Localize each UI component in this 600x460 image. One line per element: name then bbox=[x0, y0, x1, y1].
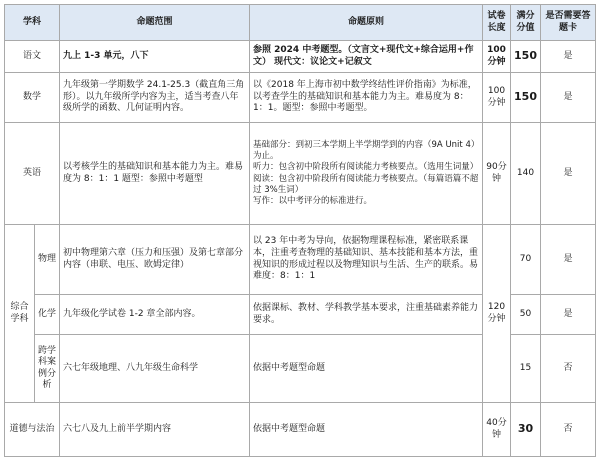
table-row-physics bbox=[5, 225, 596, 295]
table-row-chinese bbox=[5, 41, 596, 73]
subject-math: 数学 bbox=[5, 73, 60, 123]
scope-chinese: 九上 1-3 单元，八下 bbox=[60, 41, 250, 73]
header-answer-card: 是否需要答题卡 bbox=[541, 5, 596, 41]
card-chinese: 是 bbox=[541, 41, 596, 73]
scope-math: 九年级第一学期数学 24.1-25.3（截直角三角形）。以九年级所学内容为主，适当考查八年级所学的函数、几何证明内容。 bbox=[60, 73, 250, 123]
duration-morality: 40分钟 bbox=[483, 403, 511, 457]
principle-chemistry: 依据课标、教材、学科教学基本要求，注重基础素养能力要求。 bbox=[250, 295, 483, 335]
subject-morality: 道德与法治 bbox=[5, 403, 60, 457]
score-cross: 15 bbox=[511, 335, 541, 403]
duration-science: 120分钟 bbox=[483, 225, 511, 403]
table-row-morality bbox=[5, 403, 596, 457]
scope-cross: 六七年级地理、八九年级生命科学 bbox=[60, 335, 250, 403]
table-row-english bbox=[5, 123, 596, 225]
subject-physics: 物理 bbox=[35, 225, 60, 295]
principle-english-line: 听力：包含初中阶段所有阅读能力考核要点。（选用生词量） bbox=[253, 162, 479, 173]
table-row-math bbox=[5, 73, 596, 123]
score-physics: 70 bbox=[511, 225, 541, 295]
principle-math: 以《2018 年上海市初中数学终结性评价指南》为标准，以考查学生的基础知识和基本能力为主。难易度为 8：1：1。题型：参照中考题型。 bbox=[250, 73, 483, 123]
card-physics: 是 bbox=[541, 225, 596, 295]
subject-chemistry: 化学 bbox=[35, 295, 60, 335]
scope-morality: 六七八及九上前半学期内容 bbox=[60, 403, 250, 457]
principle-english-line: 写作：以中考评分的标准进行。 bbox=[253, 195, 373, 206]
header-full-score: 满分分值 bbox=[511, 5, 541, 41]
header-scope: 命题范围 bbox=[60, 5, 250, 41]
score-english: 140 bbox=[511, 123, 541, 225]
score-chinese: 150 bbox=[511, 41, 541, 73]
duration-english: 90分钟 bbox=[483, 123, 511, 225]
subject-cross: 跨学科案例分析 bbox=[35, 335, 60, 403]
card-cross: 否 bbox=[541, 335, 596, 403]
principle-english-line: 基础部分：到初三本学期上半学期学到的内容（9A Unit 4）为止。 bbox=[253, 139, 476, 162]
exam-schedule-table bbox=[4, 4, 596, 457]
header-row bbox=[5, 5, 596, 41]
principle-english bbox=[250, 123, 483, 225]
header-principle: 命题原则 bbox=[250, 5, 483, 41]
score-morality: 30 bbox=[511, 403, 541, 457]
duration-chinese: 100分钟 bbox=[483, 41, 511, 73]
card-chemistry: 是 bbox=[541, 295, 596, 335]
header-duration: 试卷长度 bbox=[483, 5, 511, 41]
principle-chinese: 参照 2024 中考题型。（文言文+现代文+综合运用+作文） 现代文：议论文+记叙文 bbox=[250, 41, 483, 73]
score-chemistry: 50 bbox=[511, 295, 541, 335]
score-math: 150 bbox=[511, 73, 541, 123]
card-math: 是 bbox=[541, 73, 596, 123]
principle-cross: 依据中考题型命题 bbox=[250, 335, 483, 403]
scope-physics: 初中物理第六章（压力和压强）及第七章部分内容（串联、电压、欧姆定律） bbox=[60, 225, 250, 295]
subject-english: 英语 bbox=[5, 123, 60, 225]
principle-physics: 以 23 年中考为导向，依据物理课程标准，紧密联系课本，注重考查物理的基础知识、基本技能和基本方法，重视知识的形成过程以及物理知识与生活、生产的联系。易难度：8：1：1 bbox=[250, 225, 483, 295]
principle-morality: 依据中考题型命题 bbox=[250, 403, 483, 457]
subject-chinese: 语文 bbox=[5, 41, 60, 73]
scope-english: 以考核学生的基础知识和基本能力为主。难易度为 8：1：1 题型：参照中考题型 bbox=[60, 123, 250, 225]
card-english: 是 bbox=[541, 123, 596, 225]
card-morality: 否 bbox=[541, 403, 596, 457]
header-subject: 学科 bbox=[5, 5, 60, 41]
subject-group-science: 综合学科 bbox=[5, 225, 35, 403]
principle-english-line: 阅读：包含初中阶段所有阅读能力考核要点。（每篇语篇不超过 3%生词） bbox=[253, 173, 479, 195]
duration-math: 100分钟 bbox=[483, 73, 511, 123]
scope-chemistry: 九年级化学试卷 1-2 章全部内容。 bbox=[60, 295, 250, 335]
